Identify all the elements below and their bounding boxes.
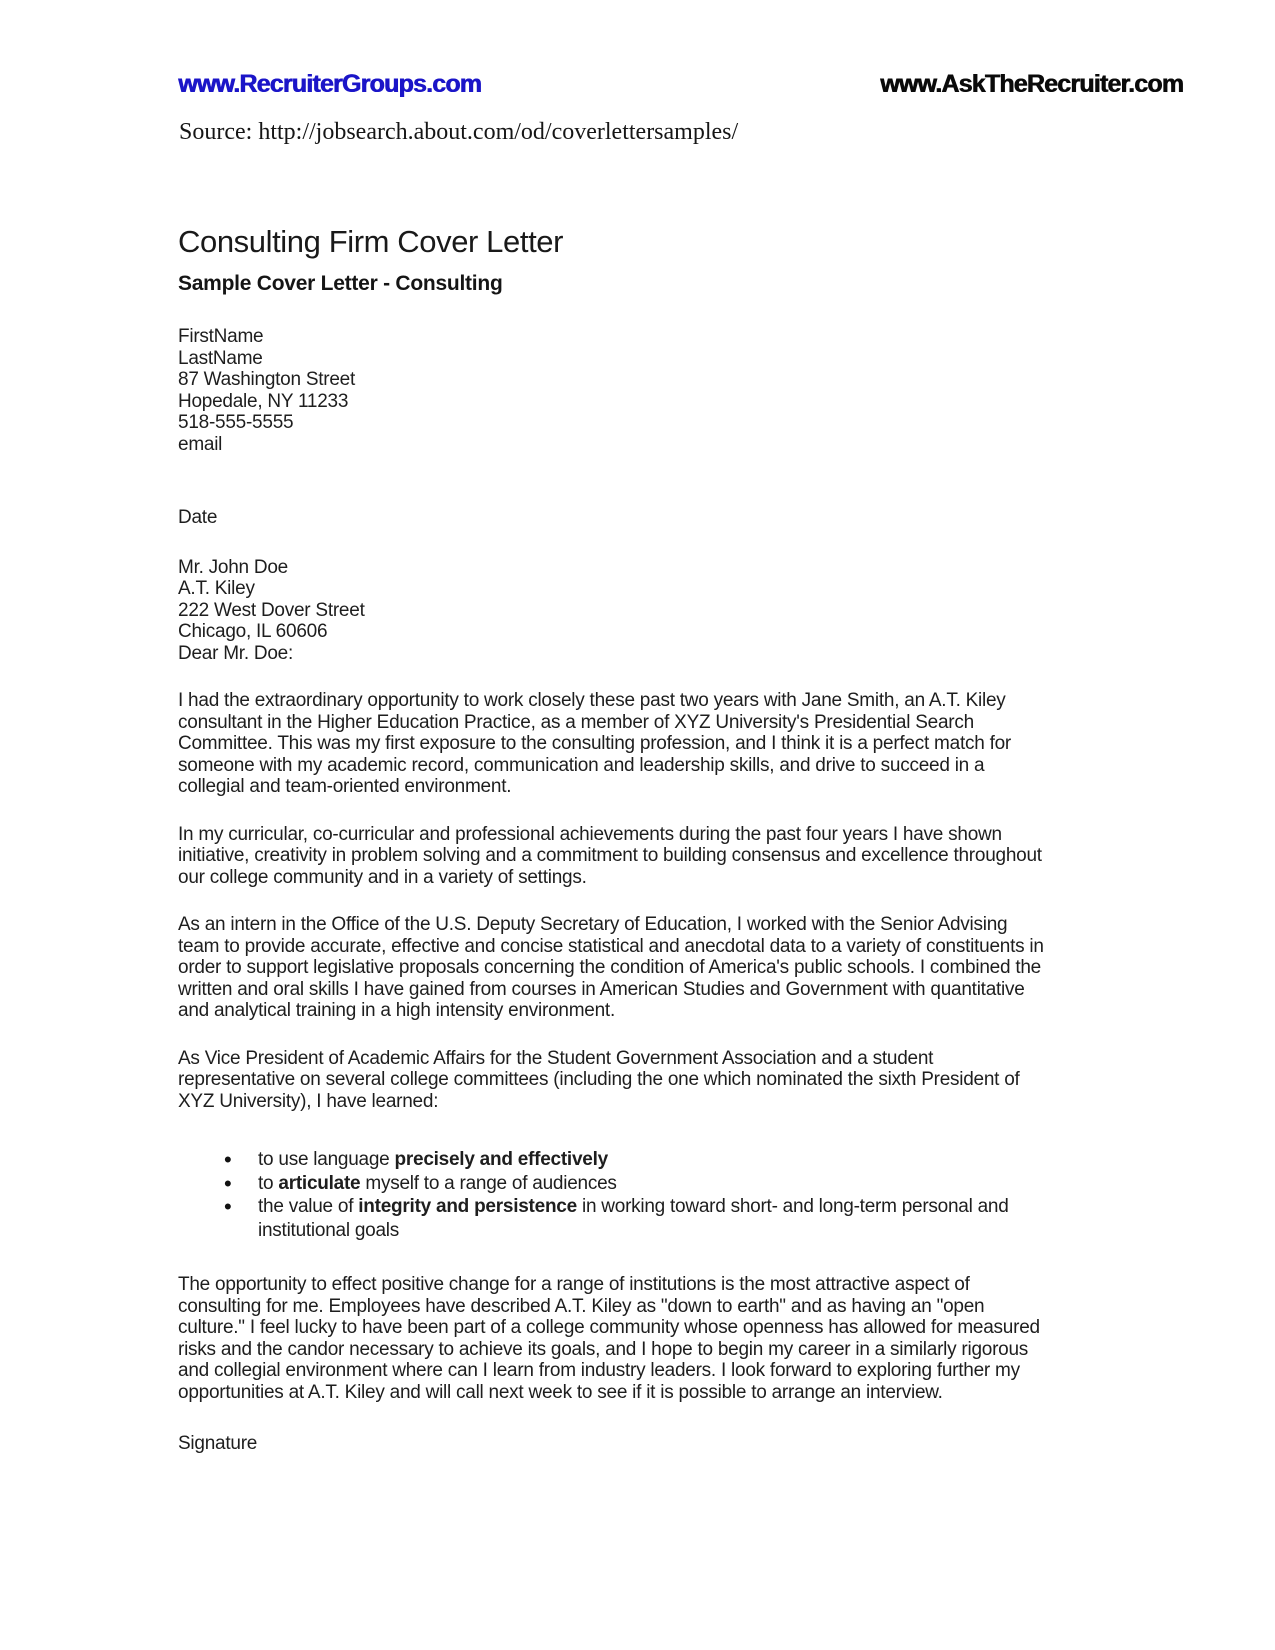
sender-city-state-zip: Hopedale, NY 11233 bbox=[178, 390, 349, 412]
asktherecruiter-link[interactable]: www.AskTheRecruiter.com bbox=[880, 70, 1183, 98]
recipient-street: 222 West Dover Street bbox=[178, 599, 365, 621]
sender-street: 87 Washington Street bbox=[178, 369, 356, 390]
bullet-item-1 bbox=[258, 1148, 1050, 1172]
bullet-2-bold-text: articulate bbox=[278, 1172, 361, 1194]
letter-body bbox=[178, 224, 1050, 1455]
bullet-1-text: to use language bbox=[258, 1149, 395, 1170]
sender-first-name: FirstName bbox=[178, 326, 264, 347]
bullet-3-bold-text: integrity and persistence bbox=[358, 1196, 577, 1217]
page-title: Consulting Firm Cover Letter bbox=[178, 224, 564, 259]
bullet-item-3 bbox=[258, 1195, 1050, 1242]
bullet-list bbox=[178, 1148, 1050, 1242]
recipient-city-state-zip: Chicago, IL 60606 bbox=[178, 621, 328, 642]
page-header bbox=[178, 70, 1183, 99]
sender-last-name: LastName bbox=[178, 347, 263, 369]
bullet-3-text-after: in working toward short- and long-term personal and institutional goals bbox=[258, 1196, 1009, 1241]
salutation: Dear Mr. Doe: bbox=[178, 642, 294, 664]
bullet-2-text: to bbox=[258, 1172, 279, 1194]
bullet-2-text-after: myself to a range of audiences bbox=[360, 1172, 617, 1194]
signature-placeholder: Signature bbox=[178, 1433, 258, 1454]
paragraph-1: I had the extraordinary opportunity to work closely these past two years with Jane Smith, an A.T. Kiley consultant in the Higher Education Practice, as a member of XYZ University's Presidential Search Committee. This was my first exposure to the consulting profession, and I think it is a perfect match for someone with my academic record, communication and leadership skills, and drive to succeed in a collegial and team-oriented environment. bbox=[178, 690, 1011, 797]
page-subtitle: Sample Cover Letter - Consulting bbox=[178, 272, 503, 295]
bullet-3-text: the value of bbox=[258, 1196, 359, 1217]
sender-email: email bbox=[178, 433, 223, 455]
date-placeholder: Date bbox=[178, 507, 218, 528]
paragraph-4: As Vice President of Academic Affairs for the Student Government Association and a student representative on several college committees (including the one which nominated the sixth President of XYZ University), I have learned: bbox=[178, 1047, 1020, 1112]
bullet-1-bold-text: precisely and effectively bbox=[394, 1149, 608, 1170]
recipient-name: Mr. John Doe bbox=[178, 556, 288, 578]
bullet-item-2 bbox=[258, 1172, 1050, 1196]
recruitergroups-link[interactable]: www.RecruiterGroups.com bbox=[178, 70, 481, 98]
recipient-company: A.T. Kiley bbox=[178, 578, 255, 599]
paragraph-3: As an intern in the Office of the U.S. Deputy Secretary of Education, I worked with the Senior Advising team to provide accurate, effective and concise statistical and anecdotal data to a variety of constituents in order to support legislative proposals concerning the condition of America's public schools. I combined the written and oral skills I have gained from courses in American Studies and Government with quantitative and analytical training in a high intensity environment. bbox=[178, 914, 1044, 1021]
source-line: Source: http://jobsearch.about.com/od/coverlettersamples/ bbox=[179, 119, 739, 145]
closing-paragraph: The opportunity to effect positive change for a range of institutions is the most attractive aspect of consulting for me. Employees have described A.T. Kiley as "down to earth" and as having an "open culture." I feel lucky to have been part of a college community whose openness has allowed for measured risks and the candor necessary to achieve its goals, and I hope to begin my career in a similarly rigorous and collegial environment where can I learn from industry leaders. I look forward to exploring further my opportunities at A.T. Kiley and will call next week to see if it is possible to arrange an interview. bbox=[178, 1274, 1040, 1403]
sender-address-block bbox=[178, 326, 1050, 455]
recipient-address-block bbox=[178, 557, 1050, 665]
paragraph-2: In my curricular, co-curricular and professional achievements during the past four years I have shown initiative, creativity in problem solving and a commitment to building consensus and excellence throughout our college community and in a variety of settings. bbox=[178, 823, 1042, 888]
sender-phone: 518-555-5555 bbox=[178, 412, 294, 433]
